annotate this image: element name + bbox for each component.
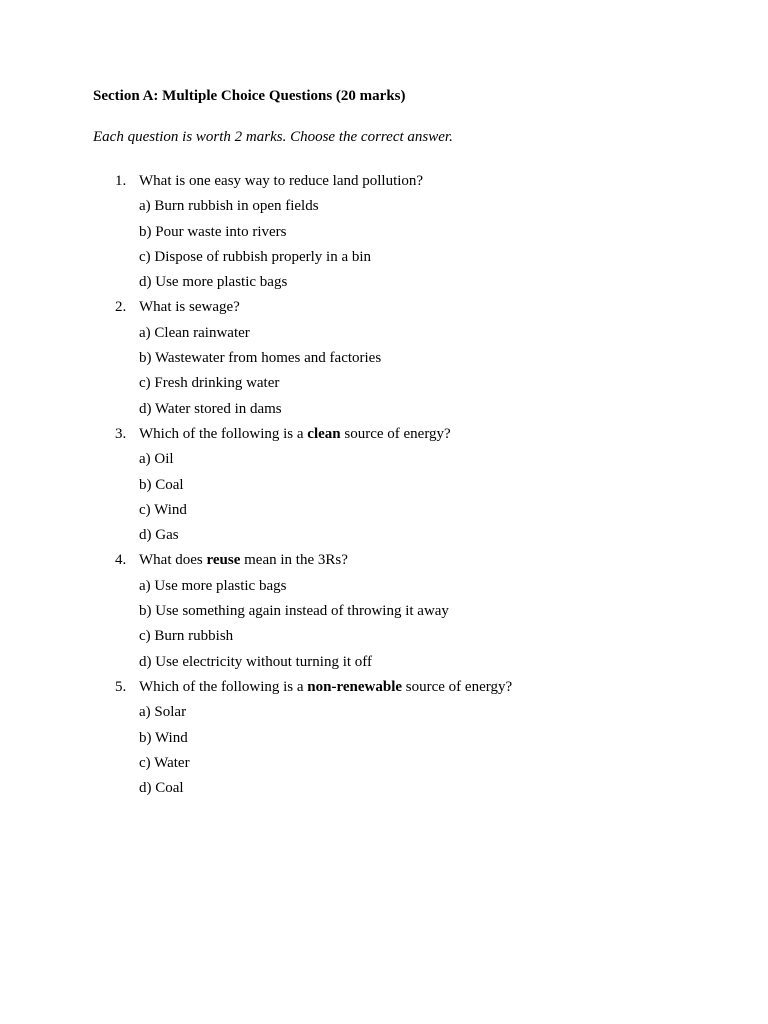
answer-option: d) Gas — [139, 527, 179, 544]
answer-option: a) Oil — [139, 451, 174, 468]
question-1 — [93, 169, 713, 295]
answer-option: d) Use electricity without turning it off — [139, 653, 373, 670]
answer-option: c) Dispose of rubbish properly in a bin — [139, 248, 372, 265]
answer-option: a) Clean rainwater — [139, 324, 250, 341]
answer-option: c) Water — [139, 754, 190, 771]
answer-option: d) Water stored in dams — [139, 400, 282, 417]
section-heading: Section A: Multiple Choice Questions (20 marks) — [93, 88, 406, 104]
answer-option: b) Wind — [139, 729, 188, 746]
question-list — [93, 169, 713, 801]
question-number: 1. — [115, 173, 127, 189]
answer-option: a) Use more plastic bags — [139, 577, 287, 594]
answer-option: a) Burn rubbish in open fields — [139, 198, 319, 215]
question-text: What is one easy way to reduce land pollution? — [139, 173, 424, 189]
question-text: Which of the following is a non-renewable source of energy? — [139, 678, 513, 695]
answer-option: a) Solar — [139, 704, 187, 721]
answer-option: c) Wind — [139, 501, 187, 518]
question-number: 3. — [115, 425, 127, 442]
question-number: 2. — [115, 299, 127, 316]
answer-option: b) Wastewater from homes and factories — [139, 350, 382, 367]
answer-option: d) Use more plastic bags — [139, 274, 288, 291]
answer-option: b) Pour waste into rivers — [139, 223, 287, 240]
document-page — [93, 86, 713, 801]
question-text: What does reuse mean in the 3Rs? — [139, 552, 348, 569]
section-instructions: Each question is worth 2 marks. Choose the correct answer. — [93, 129, 453, 145]
answer-option: c) Burn rubbish — [139, 628, 234, 645]
question-number: 4. — [115, 552, 127, 569]
question-2 — [93, 295, 713, 421]
answer-option: d) Coal — [139, 780, 184, 797]
answer-option: b) Use something again instead of throwing it away — [139, 603, 449, 620]
question-5 — [93, 675, 713, 801]
question-4 — [93, 548, 713, 674]
question-3 — [93, 422, 713, 548]
question-text: Which of the following is a clean source of energy? — [139, 425, 451, 442]
answer-option: b) Coal — [139, 476, 184, 493]
question-number: 5. — [115, 678, 127, 695]
answer-option: c) Fresh drinking water — [139, 375, 280, 392]
question-text: What is sewage? — [139, 299, 240, 316]
